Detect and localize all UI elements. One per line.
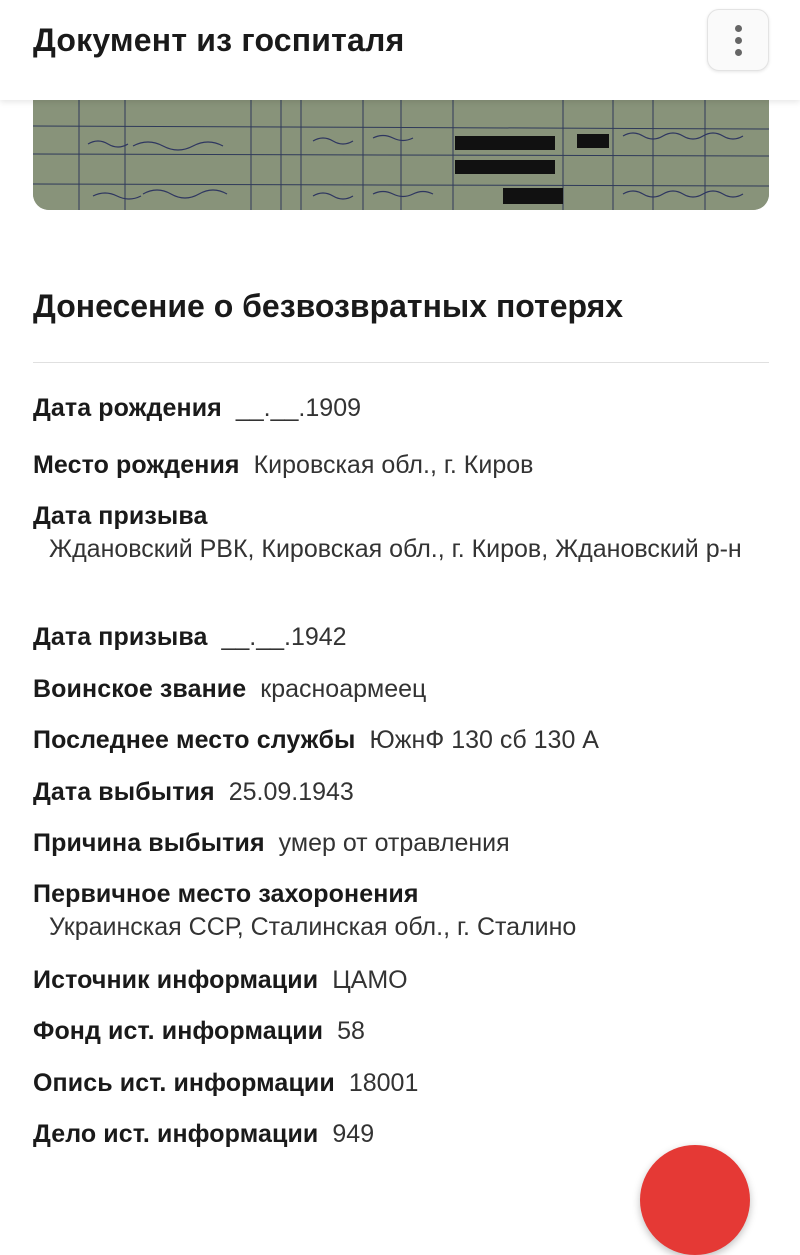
field-value: красноармеец	[260, 675, 427, 703]
field-value: Украинская ССР, Сталинская обл., г. Сталино	[49, 913, 577, 941]
field-value: __.__.1909	[235, 394, 361, 422]
more-vertical-icon	[735, 25, 742, 32]
field-value: ЦАМО	[332, 966, 408, 994]
page-title: Документ из госпиталя	[33, 22, 405, 58]
divider	[33, 362, 769, 363]
field-last-service	[33, 724, 769, 757]
field-departure-date	[33, 776, 769, 809]
field-label: Дата призыва	[33, 502, 208, 530]
field-value: ЮжнФ 130 сб 130 А	[369, 726, 599, 754]
document-scan-image[interactable]	[33, 96, 769, 210]
field-label: Фонд ист. информации	[33, 1017, 324, 1045]
field-label: Дата рождения	[33, 394, 222, 422]
field-label: Причина выбытия	[33, 829, 265, 857]
field-label: Дата призыва	[33, 623, 208, 651]
field-value: 58	[337, 1017, 365, 1045]
field-departure-reason	[33, 827, 769, 860]
more-menu-button[interactable]	[707, 9, 769, 71]
field-birth-place	[33, 449, 769, 482]
field-value: 18001	[348, 1069, 419, 1097]
field-info-source	[33, 964, 769, 997]
app-bar	[0, 0, 800, 100]
field-value: Кировская обл., г. Киров	[253, 451, 534, 479]
field-draft-date	[33, 621, 769, 654]
field-label: Воинское звание	[33, 675, 247, 703]
field-label: Источник информации	[33, 966, 319, 994]
more-vertical-icon	[735, 49, 742, 56]
more-vertical-icon	[735, 37, 742, 44]
field-value: 949	[332, 1120, 375, 1148]
field-fond	[33, 1015, 769, 1048]
field-label: Место рождения	[33, 451, 240, 479]
field-delo	[33, 1118, 769, 1151]
document-scan-drawing	[33, 96, 769, 210]
field-opis	[33, 1067, 769, 1100]
field-draft-office	[33, 500, 769, 566]
floating-action-button[interactable]	[640, 1145, 750, 1255]
field-label: Дело ист. информации	[33, 1120, 319, 1148]
field-label: Последнее место службы	[33, 726, 356, 754]
field-value: __.__.1942	[221, 623, 347, 651]
section-title: Донесение о безвозвратных потерях	[33, 288, 624, 324]
field-label: Первичное место захоронения	[33, 880, 419, 908]
field-label: Опись ист. информации	[33, 1069, 335, 1097]
field-value: умер от отравления	[278, 829, 510, 857]
field-rank	[33, 673, 769, 706]
field-label: Дата выбытия	[33, 778, 215, 806]
field-birth-date	[33, 392, 769, 425]
field-value: Ждановский РВК, Кировская обл., г. Киров, Ждановский р-н	[49, 535, 742, 563]
field-value: 25.09.1943	[228, 778, 354, 806]
field-burial-place	[33, 878, 769, 944]
